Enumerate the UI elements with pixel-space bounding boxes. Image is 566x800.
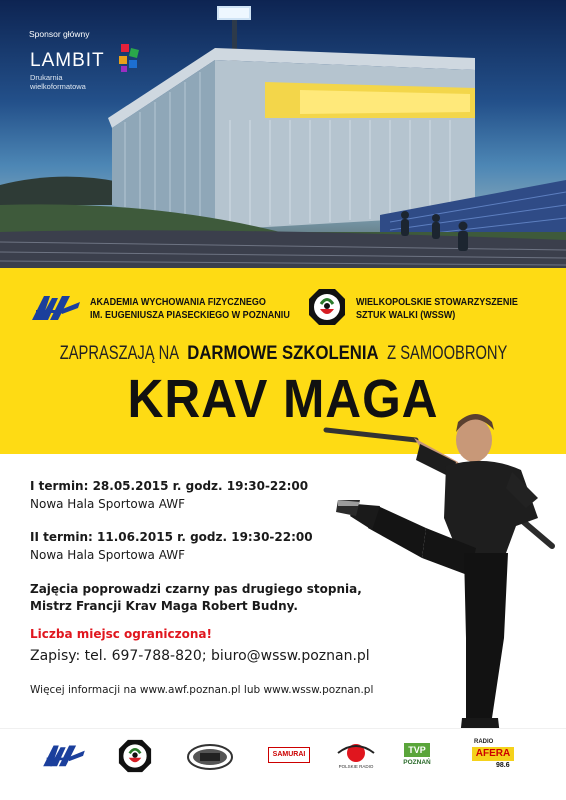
wssw-name-line2: SZTUK WALKI (WSSW) <box>356 309 456 321</box>
wssw-emblem-icon <box>308 288 346 326</box>
fighter-figure <box>316 388 566 783</box>
instructor-line2: Mistrz Francji Krav Maga Robert Budny. <box>30 599 298 613</box>
term-1-date: I termin: 28.05.2015 r. godz. 19:30-22:00 <box>30 479 309 493</box>
invite-prefix: ZAPRASZAJĄ NA <box>59 343 179 364</box>
arena-building-illustration <box>0 0 566 268</box>
more-info-line: Więcej informacji na www.awf.poznan.pl lub www.wssw.poznan.pl <box>30 684 374 696</box>
contact-line: Zapisy: tel. 697-788-820; biuro@wssw.poznan.pl <box>30 648 370 664</box>
term-1-place: Nowa Hala Sportowa AWF <box>30 497 186 511</box>
invite-line <box>0 343 566 365</box>
hero-image <box>0 0 566 268</box>
awf-name-line1: AKADEMIA WYCHOWANIA FIZYCZNEGO <box>90 296 266 308</box>
invite-suffix: Z SAMOOBRONY <box>386 343 507 364</box>
polskie-radio-logo: POLSKIE RADIO <box>336 743 376 771</box>
lambit-subtitle: Drukarnia wielkoformatowa <box>30 73 86 91</box>
tvp-poznan-logo: TVP POZNAŃ <box>403 745 431 766</box>
page-title: KRAV MAGA <box>127 369 439 429</box>
awf-name <box>90 296 290 322</box>
lambit-brand: LAMBIT <box>30 50 105 71</box>
invite-bold: DARMOWE SZKOLENIA <box>186 343 379 364</box>
limited-places-notice: Liczba miejsc ograniczona! <box>30 627 212 641</box>
wssw-name <box>356 296 518 322</box>
lambit-logo <box>27 42 142 92</box>
awf-logo-icon <box>30 292 82 322</box>
polskie-radio-icon <box>336 743 376 763</box>
lambit-pentagon-icon <box>115 42 143 74</box>
term-2-date: II termin: 11.06.2015 r. godz. 19:30-22:00 <box>30 530 313 544</box>
sponsor-label: Sponsor główny <box>29 29 90 39</box>
radio-afera-logo: RADIO AFERA 98.6 <box>470 739 516 773</box>
wssw-name-line1: WIELKOPOLSKIE STOWARZYSZENIE <box>356 296 518 308</box>
samurai-logo: SAMURAI <box>268 747 310 763</box>
instructor-line1: Zajęcia poprowadzi czarny pas drugiego stopnia, <box>30 582 362 596</box>
wssw-footer-logo-icon <box>118 739 152 773</box>
term-2-place: Nowa Hala Sportowa AWF <box>30 548 186 562</box>
awf-name-line2: IM. EUGENIUSZA PIASECKIEGO W POZNANIU <box>90 309 290 321</box>
awf-footer-logo-icon <box>40 742 88 768</box>
association-seal-logo-icon <box>186 743 234 771</box>
